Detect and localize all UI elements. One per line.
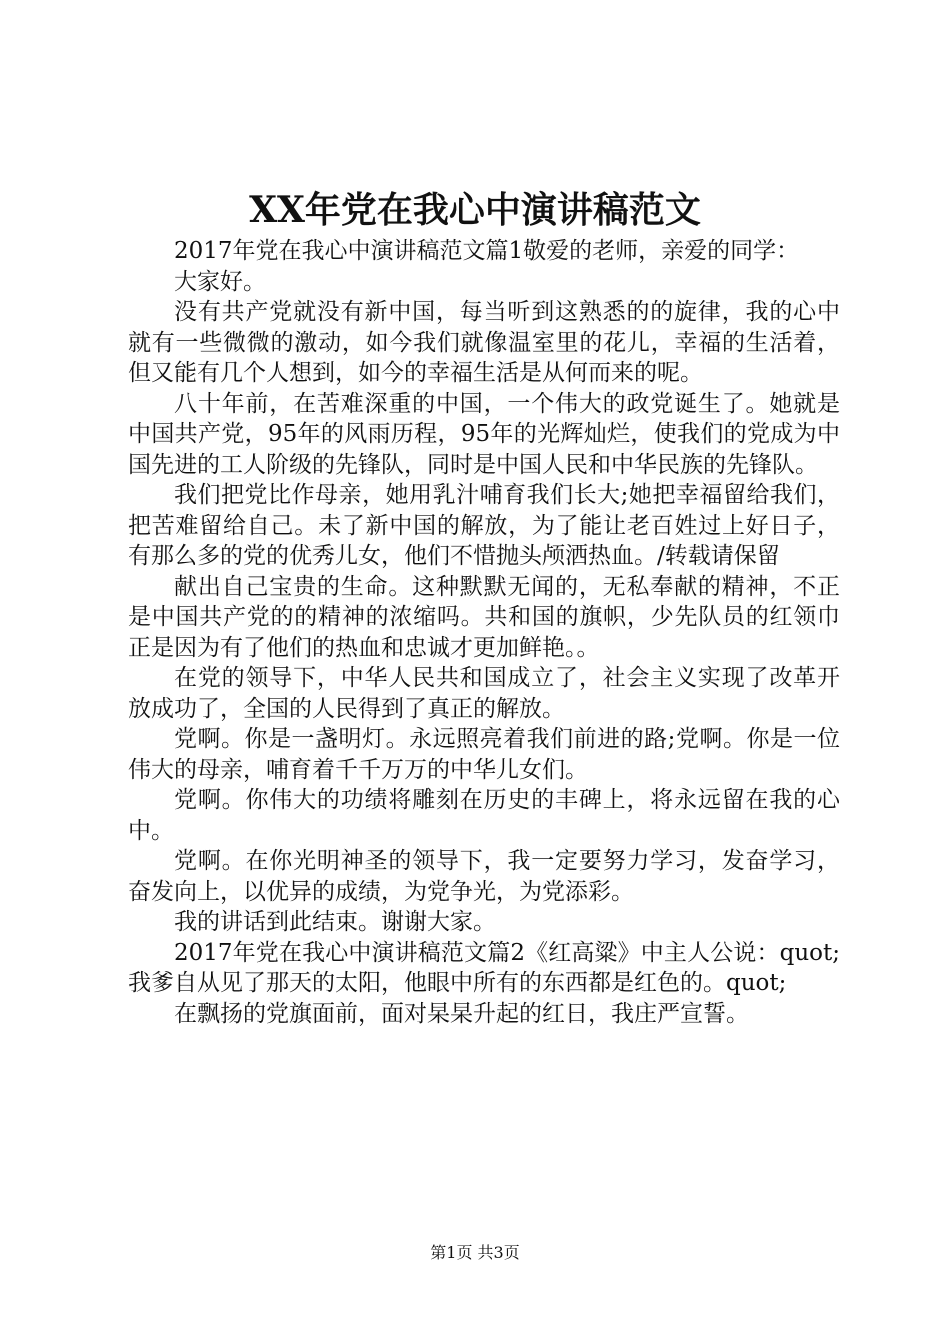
paragraph-6: 献出自己宝贵的生命。这种默默无闻的，无私奉献的精神，不正是中国共产党的的精神的浓缩吗。共和国的旗帜，少先队员的红领巾正是因为有了他们的热血和忠诚才更加鲜艳。。: [128, 573, 840, 661]
page-footer: 第1页 共3页: [430, 1243, 520, 1262]
document-body: [128, 236, 840, 1029]
paragraph-2: 大家好。: [174, 268, 266, 295]
paragraph-10: 党啊。在你光明神圣的领导下，我一定要努力学习，发奋学习，奋发向上，以优异的成绩，为党争光，为党添彩。: [128, 848, 840, 905]
paragraph-11: 我的讲话到此结束。谢谢大家。: [174, 909, 496, 935]
paragraph-4: 八十年前，在苦难深重的中国，一个伟大的政党诞生了。她就是中国共产党，95年的风雨历程，95年的光辉灿烂，使我们的党成为中国先进的工人阶级的先锋队，同时是中国人民和中华民族的先锋队。: [128, 390, 840, 478]
document-title: XX年党在我心中演讲稿范文: [249, 189, 701, 231]
paragraph-13: 在飘扬的党旗面前，面对杲杲升起的红日，我庄严宣誓。: [174, 1000, 749, 1027]
paragraph-9: 党啊。你伟大的功绩将雕刻在历史的丰碑上，将永远留在我的心中。: [128, 787, 840, 844]
paragraph-5: 我们把党比作母亲，她用乳汁哺育我们长大;她把幸福留给我们，把苦难留给自己。未了新中国的解放，为了能让老百姓过上好日子，有那么多的党的优秀儿女，他们不惜抛头颅洒热血。/转载请保留: [128, 482, 840, 569]
paragraph-3: 没有共产党就没有新中国，每当听到这熟悉的的旋律，我的心中就有一些微微的激动，如今我们就像温室里的花儿，幸福的生活着，但又能有几个人想到，如今的幸福生活是从何而来的呢。: [128, 299, 840, 386]
paragraph-8: 党啊。你是一盏明灯。永远照亮着我们前进的路;党啊。你是一位伟大的母亲，哺育着千千万万的中华儿女们。: [128, 726, 840, 783]
paragraph-7: 在党的领导下，中华人民共和国成立了，社会主义实现了改革开放成功了，全国的人民得到了真正的解放。: [128, 665, 840, 722]
paragraph-12: 2017年党在我心中演讲稿范文篇2《红高粱》中主人公说：quot;我爹自从见了那天的太阳，他眼中所有的东西都是红色的。quot;: [128, 939, 840, 996]
paragraph-1: 2017年党在我心中演讲稿范文篇1敬爱的老师，亲爱的同学：: [174, 238, 800, 264]
